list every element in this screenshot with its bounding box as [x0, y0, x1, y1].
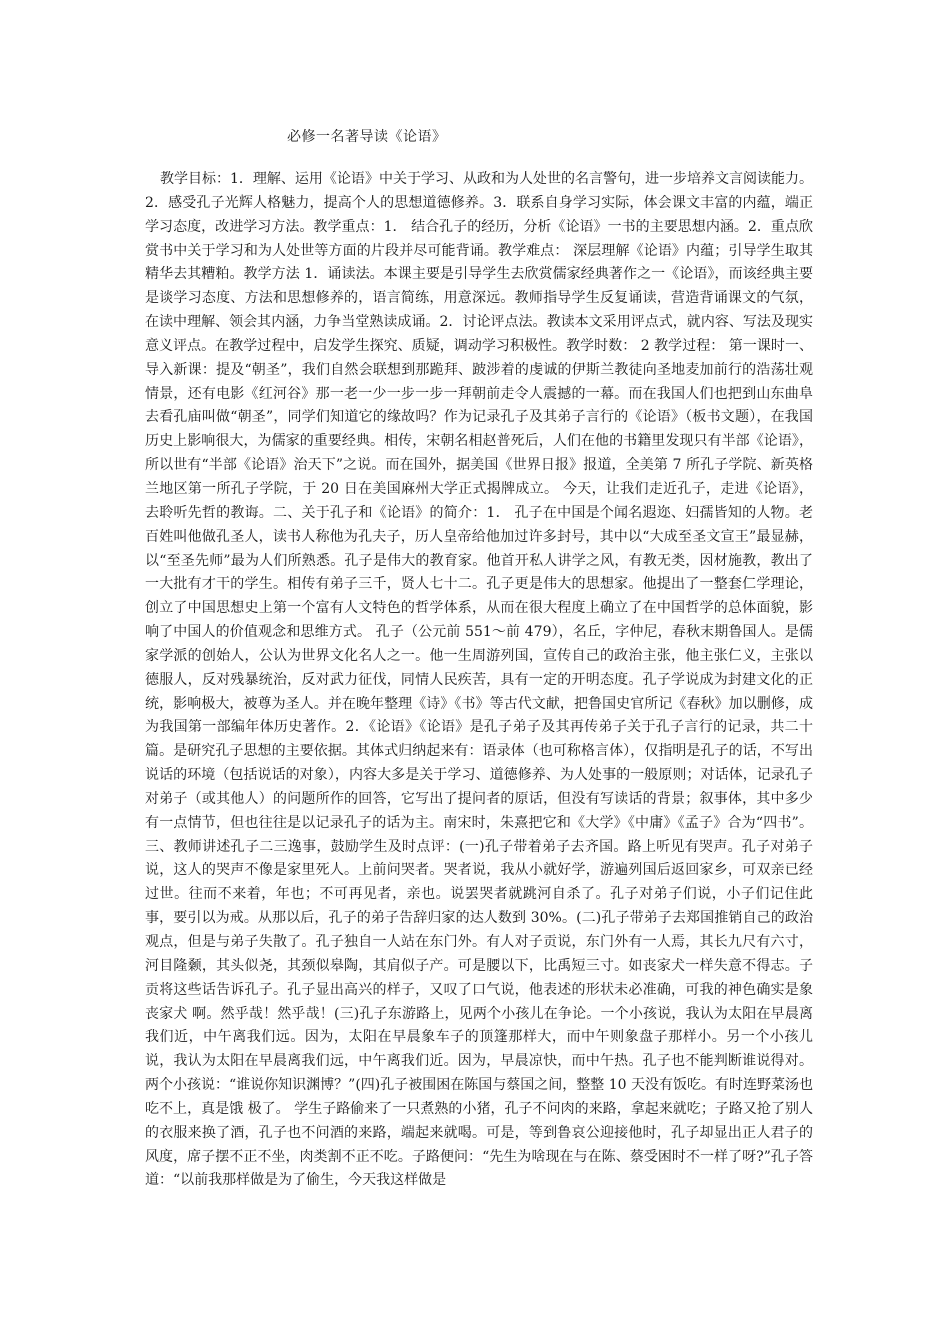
document-body	[145, 168, 813, 1193]
body-text: 教学目标：1．理解、运用《论语》中关于学习、从政和为人处世的名言警句，进一步培养文言阅读能力。2．感受孔子光辉人格魅力，提高个人的思想道德修养。3．联系自身学习实际，体会课文丰富的内蕴，端正学习态度，改进学习方法。教学重点：1． 结合孔子的经历，分析《论语》一书的主要思想内涵。2．重点欣赏书中关于学习和为人处世等方面的片段并尽可能背诵。教学难点： 深层理解《论语》内蕴；引导学生取其精华去其糟粕。教学方法 1．诵读法。本课主要是引导学生去欣赏儒家经典著作之一《论语》，而该经典主要是谈学习态度、方法和思想修养的，语言简练，用意深远。教师指导学生反复诵读，营造背诵课文的气氛，在读中理解、领会其内涵，力争当堂熟读成诵。2．讨论评点法。教读本文采用评点式，就内容、写法及现实意义评点。在教学过程中，启发学生探究、质疑，调动学习积极性。教学时数： 2 教学过程： 第一课时一、导入新课：提及“朝圣”，我们自然会联想到那跪拜、跛涉着的虔诚的伊斯兰教徒向圣地麦加前行的浩荡壮观情景，还有电影《红河谷》那一老一少一步一步一拜朝前走令人震撼的一幕。而在我国人们也把到山东曲阜去看孔庙叫做“朝圣”，同学们知道它的缘故吗？作为记录孔子及其弟子言行的《论语》（板书文题），在我国历史上影响很大，为儒家的重要经典。相传，宋朝名相赵普死后，人们在他的书籍里发现只有半部《论语》，所以世有“半部《论语》治天下”之说。而在国外，据美国《世界日报》报道，全美第 7 所孔子学院、新英格兰地区第一所孔子学院，于 20 日在美国麻州大学正式揭牌成立。 今天，让我们走近孔子，走进《论语》，去聆听先哲的教诲。二、关于孔子和《论语》的简介：1． 孔子在中国是个闻名遐迩、妇孺皆知的人物。老百姓叫他做孔圣人，读书人称他为孔夫子，历人皇帝给他加过许多封号，其中以“大成至圣文宣王”最显赫，以“至圣先师”最为人们所熟悉。孔子是伟大的教育家。他首开私人讲学之风，有教无类，因材施教，教出了一大批有才干的学生。相传有弟子三千，贤人七十二。孔子更是伟大的思想家。他提出了一整套仁学理论，创立了中国思想史上第一个富有人文特色的哲学体系，从而在很大程度上确立了在中国哲学的总体面貌，影响了中国人的价值观念和思维方式。 孔子（公元前 551～前 479），名丘，字仲尼，春秋末期鲁国人。是儒家学派的创始人，公认为世界文化名人之一。他一生周游列国，宣传自己的政治主张，他主张仁义，主张以德服人，反对残暴统治，反对武力征伐，同情人民疾苦，具有一定的开明态度。孔子学说成为封建文化的正统，影响极大，被尊为圣人。并在晚年整理《诗》《书》等古代文献，把鲁国史官所记《春秋》加以删修，成为我国第一部编年体历史著作。2．《论语》《论语》是孔子弟子及其再传弟子关于孔子言行的记录，共二十篇。是研究孔子思想的主要依据。其体式归纳起来有：语录体（也可称格言体），仅指明是孔子的话，不写出说话的环境（包括说话的对象），内容大多是关于学习、道德修养、为人处事的一般原则；对话体，记录孔子对弟子（或其他人）的问题所作的回答，它写出了提问者的原话，但没有写读话的背景；叙事体，其中多少有一点情节，但也往往是以记录孔子的话为主。南宋时，朱熹把它和《大学》《中庸》《孟子》合为“四书”。三、教师讲述孔子二三逸事，鼓励学生及时点评：(一)孔子带着弟子去齐国。路上听见有哭声。孔子对弟子说，这人的哭声不像是家里死人。上前问哭者。哭者说，我从小就好学，游遍列国后返回家乡，可双亲已经过世。往而不来着，年也；不可再见者，亲也。说罢哭者就跳河自杀了。孔子对弟子们说，小子们记住此事，要引以为戒。从那以后，孔子的弟子告辞归家的达人数到 30%。(二)孔子带弟子去郑国推销自己的政治观点，但是与弟子失散了。孔子独自一人站在东门外。有人对子贡说，东门外有一人焉，其长九尺有六寸，河目隆颡，其头似尧，其颈似皋陶，其肩似子产。可是腰以下，比禹短三寸。如丧家犬一样失意不得志。子贡将这些话告诉孔子。孔子显出高兴的样子，又叹了口气说，他表述的形状未必准确，可我的神色确实是象丧家犬 啊。然乎哉！然乎哉！(三)孔子东游路上，见两个小孩儿在争论。一个小孩说，我认为太阳在早晨离我们近，中午离我们远。因为，太阳在早晨象车子的顶篷那样大，而中午则象盘子那样小。另一个小孩儿说，我认为太阳在早晨离我们远，中午离我们近。因为，早晨凉快，而中午热。孔子也不能判断谁说得对。两个小孩说：“谁说你知识渊博？”(四)孔子被围困在陈国与蔡国之间，整整 10 天没有饭吃。有时连野菜汤也吃不上，真是饿 极了。 学生子路偷来了一只煮熟的小猪，孔子不问肉的来路，拿起来就吃；子路又抢了别人的衣服来换了酒，孔子也不问酒的来路，端起来就喝。可是，等到鲁哀公迎接他时，孔子却显出正人君子的风度，席子摆不正不坐，肉类割不正不吃。子路便问：“先生为啥现在与在陈、蔡受困时不一样了呀?”孔子答道：“以前我那样做是为了偷生，今天我这样做是	[145, 171, 813, 1189]
document-title: 必修一名著导读《论语》	[287, 129, 447, 145]
